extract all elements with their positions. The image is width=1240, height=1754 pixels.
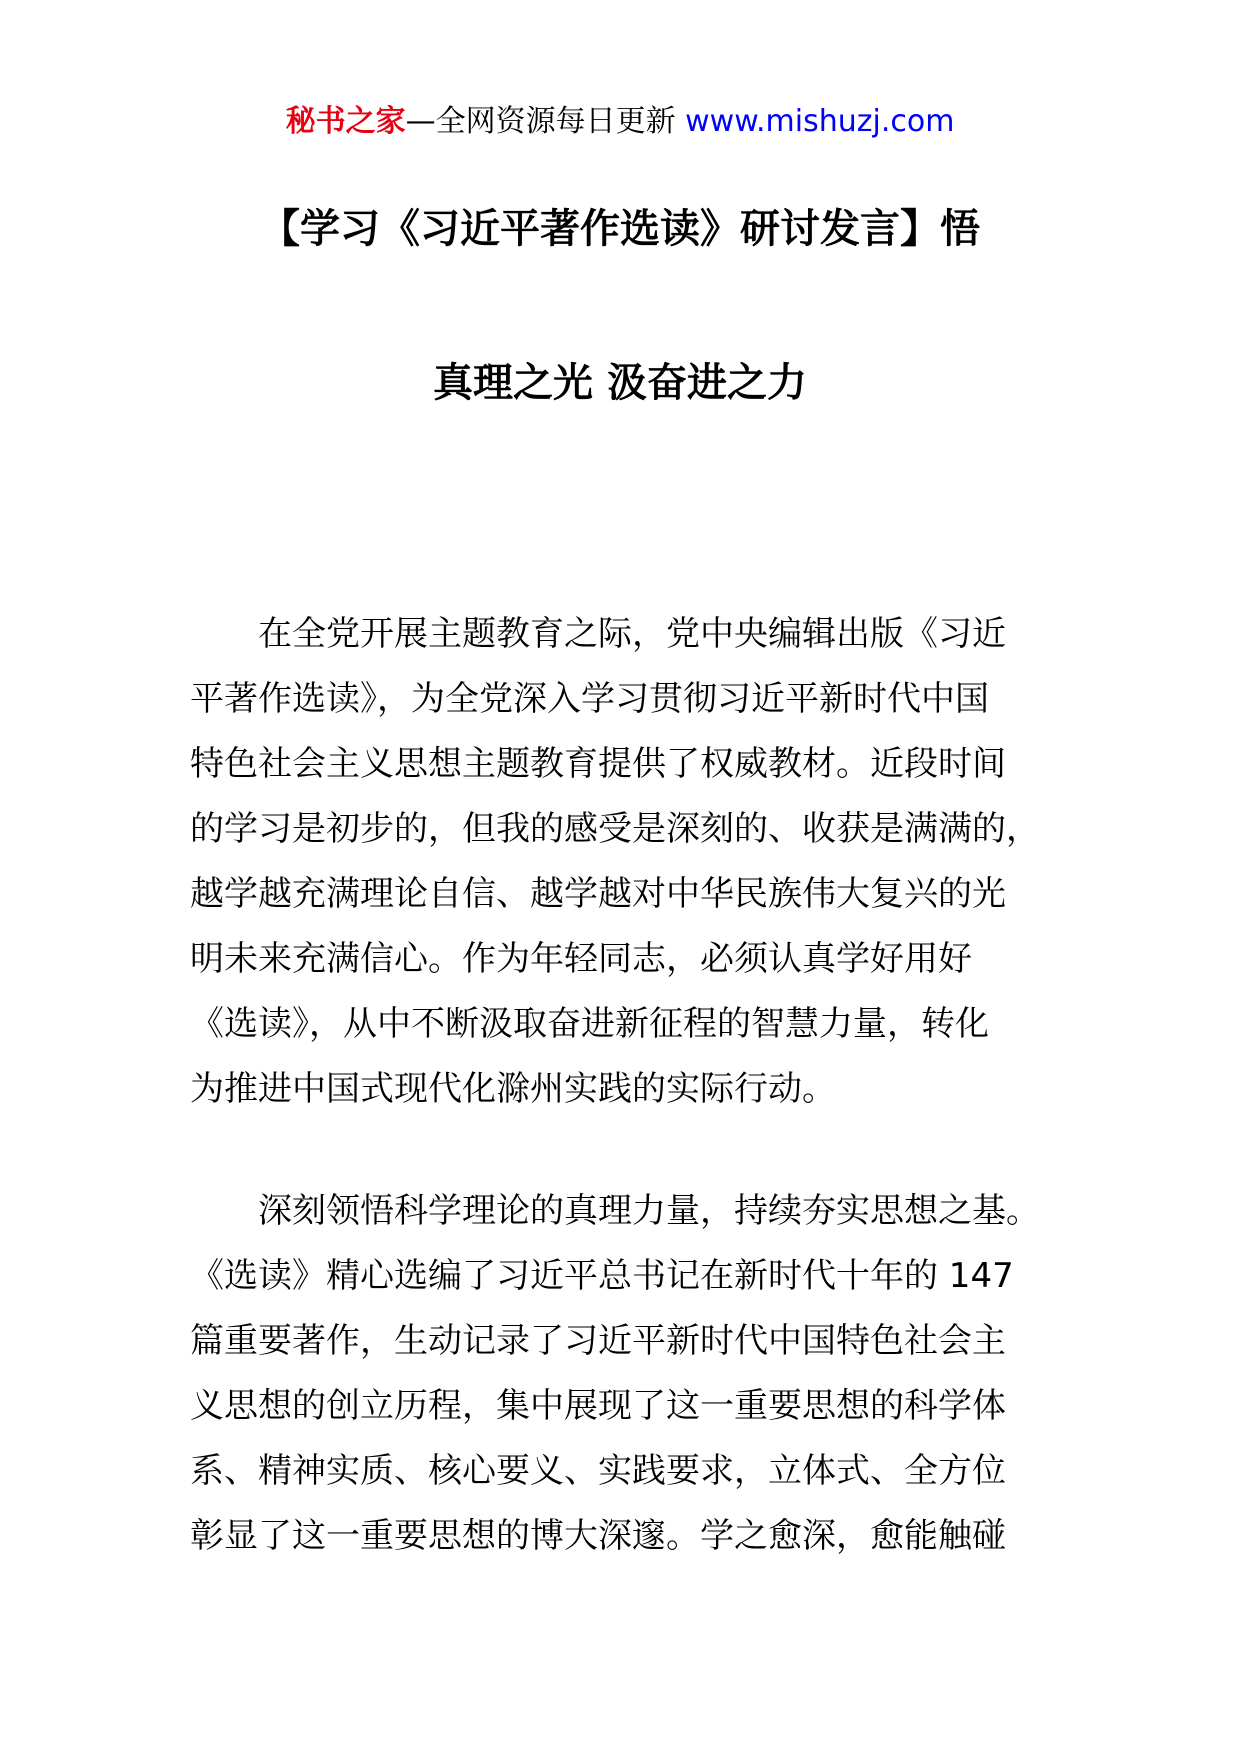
- brand-name: 秘书之家: [285, 104, 406, 139]
- document-title-line-1: 【学习《习近平著作选读》研讨发言】悟: [260, 206, 980, 252]
- document-title-line-2: 真理之光 汲奋进之力: [433, 360, 807, 406]
- header-tagline: —全网资源每日更新: [405, 104, 686, 139]
- paragraph-line: 特色社会主义思想主题教育提供了权威教材。近段时间: [190, 744, 1006, 784]
- paragraph-line: 深刻领悟科学理论的真理力量，持续夯实思想之基。: [190, 1191, 1040, 1231]
- site-header: [0, 102, 1240, 142]
- paragraph-line: 越学越充满理论自信、越学越对中华民族伟大复兴的光: [190, 874, 1006, 914]
- paragraph-line: 《选读》，从中不断汲取奋进新征程的智慧力量，转化: [190, 1004, 989, 1044]
- paragraph-line: 《选读》精心选编了习近平总书记在新时代十年的 147: [190, 1256, 1014, 1296]
- paragraph-line: 平著作选读》，为全党深入学习贯彻习近平新时代中国: [190, 679, 989, 719]
- paragraph-line: 系、精神实质、核心要义、实践要求，立体式、全方位: [190, 1451, 1006, 1491]
- paragraph-line: 彰显了这一重要思想的博大深邃。学之愈深，愈能触碰: [190, 1516, 1006, 1556]
- paragraph-line: 的学习是初步的，但我的感受是深刻的、收获是满满的，: [190, 809, 1040, 849]
- paragraph-line: 为推进中国式现代化滁州实践的实际行动。: [190, 1069, 836, 1109]
- paragraph-line: 义思想的创立历程，集中展现了这一重要思想的科学体: [190, 1386, 1006, 1426]
- paragraph-line: 明未来充满信心。作为年轻同志，必须认真学好用好: [190, 939, 972, 979]
- paragraph-line: 篇重要著作，生动记录了习近平新时代中国特色社会主: [190, 1321, 1006, 1361]
- paragraph-1: [190, 602, 1080, 1122]
- site-url-link[interactable]: www.mishuzj.com: [685, 104, 955, 139]
- paragraph-line: 在全党开展主题教育之际，党中央编辑出版《习近: [190, 614, 1006, 654]
- paragraph-2: [190, 1179, 1080, 1569]
